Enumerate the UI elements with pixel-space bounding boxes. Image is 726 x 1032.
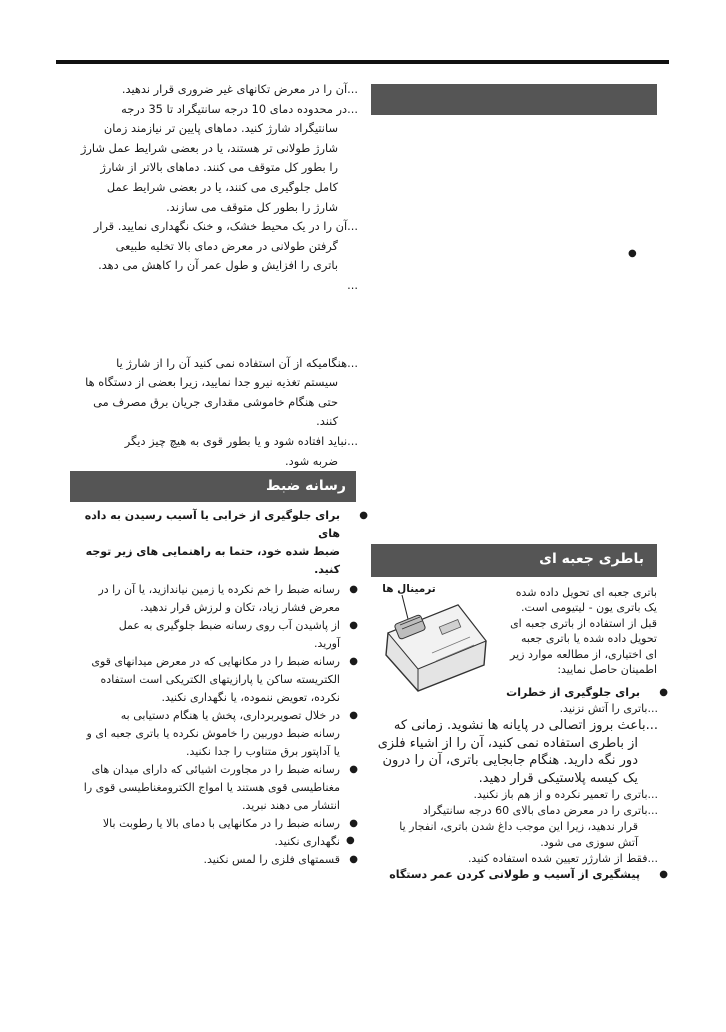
battery-care-item <box>68 100 358 218</box>
text-line: اطمینان حاصل نمایید: <box>557 663 657 677</box>
battery-care-item <box>68 217 358 276</box>
text-line: ای اختیاری، از مطالعه موارد زیر <box>510 647 657 661</box>
text-line: تحویل داده شده یا باتری جعبه <box>521 632 657 646</box>
text-line: یک باتری یون - لیتیومی است. <box>521 601 657 615</box>
text-line: قسمتهای فلزی را لمس نکنید. <box>203 853 340 866</box>
media-item <box>62 581 358 617</box>
media-item <box>62 653 358 707</box>
text-line: ...فقط از شارژر تعیین شده استفاده کنید. <box>467 852 658 865</box>
text-line: گرفتن طولانی در معرض دمای بالا تخلیه طبیعی <box>115 238 338 253</box>
text-line: رسانه ضبط دوربین را خاموش نکرده یا باتری جعبه ای و <box>86 727 340 740</box>
media-item <box>62 851 358 869</box>
media-item <box>62 815 358 851</box>
danger-item <box>366 851 658 867</box>
danger-item <box>366 787 658 803</box>
text-line: رسانه ضبط را خم نکرده یا زمین نیاندازید، یا آن را در <box>98 583 340 596</box>
text-line: حتی هنگام خاموشی مقداری جریان برق مصرف می <box>93 394 338 409</box>
text-line: رسانه ضبط را در مکانهایی با دمای بالا یا رطوبت بالا <box>102 817 340 830</box>
text-line: مغناطیسی قوی هستند یا امواج الکترومغناطیسی قوی را <box>83 781 340 794</box>
battery-care-item <box>68 354 358 432</box>
danger-item <box>366 803 658 851</box>
text-line: ...در محدوده دمای 10 درجه سانتیگراد تا 35 درجه <box>121 101 358 116</box>
text-line: رسانه ضبط را در مکانهایی که در معرض میدانهای قوی <box>91 655 340 668</box>
text-line: ضبط شده خود، حتما به راهنمایی های زیر توجه کنید. <box>85 545 340 576</box>
battery-title: باطری جعبه ای <box>539 551 644 567</box>
text-line: ...باعث بروز اتصالی در پایانه ها نشوید. زمانی که <box>393 718 658 733</box>
text-line: کامل جلوگیری می کنند، یا در بعضی شرایط عمل <box>106 179 338 194</box>
text-line: ... <box>347 277 358 292</box>
text-line: کنند. <box>316 414 338 429</box>
section-header-bar <box>371 84 657 115</box>
battery-care-list <box>68 80 358 471</box>
battery-pack-illustration <box>374 583 492 695</box>
text-line: ...باتری را در معرض دمای بالای 60 درجه سانتیگراد <box>422 804 658 817</box>
text-line: ...آن را در یک محیط خشک، و خنک نگهداری نمایید. قرار <box>93 219 358 234</box>
bullet-marker: ● <box>346 835 355 846</box>
battery-intro <box>494 585 657 677</box>
battery-care-item <box>68 80 358 100</box>
text-line: ...آن را در معرض تکانهای غیر ضروری قرار ندهید. <box>121 82 358 96</box>
longevity-heading: ● پیشگیری از آسیب و طولانی کردن عمر دستگاه <box>366 867 658 883</box>
media-item <box>62 707 358 761</box>
text-line: در خلال تصویربرداری، پخش یا هنگام دستیابی به <box>120 709 340 722</box>
text-line: یک کیسه پلاستیکی قرار دهید. <box>478 770 638 786</box>
text-line: یا آداپتور برق متناوب را جدا نکنید. <box>185 745 340 758</box>
text-line: از پاشیدن آب روی رسانه ضبط جلوگیری به عمل <box>118 619 340 632</box>
media-title: رسانه ضبط <box>266 478 346 494</box>
text-line: برای جلوگیری از خرابی یا آسیب رسیدن به داده های <box>84 509 340 540</box>
text-line: ...نباید افتاده شود و یا بطور قوی به هیچ چیز دیگر <box>124 433 358 448</box>
text-line: ...باتری را تعمیر نکرده و از هم باز نکنید. <box>473 788 658 801</box>
danger-item <box>366 717 658 787</box>
media-item <box>62 617 358 653</box>
text-line: نکرده، تعویض ننموده، یا نگهداری نکنید. <box>161 691 340 704</box>
text-line: ...هنگامیکه از آن استفاده نمی کنید آن را از شارژ یا <box>116 355 358 370</box>
text-line: سانتیگراد شارژ کنید. دماهای پایین تر نیازمند زمان <box>103 121 338 136</box>
battery-danger-block <box>366 685 658 883</box>
text-line: آورید. <box>313 637 340 650</box>
terminals-label: ترمینال ها <box>382 583 436 595</box>
text-line: نگهداری نکنید. <box>274 835 340 848</box>
text-line: سیستم تغذیه نیرو جدا نمایید، زیرا بعضی از دستگاه ها <box>85 375 338 390</box>
text-line: ضربه شود. <box>285 453 338 468</box>
text-line: قبل از استفاده از باتری جعبه ای <box>510 616 657 630</box>
text-line: ...باتری را آتش نزنید. <box>559 702 658 715</box>
text-line: شارژ طولانی تر هستند، یا در بعضی شرایط عمل شارژ <box>80 140 338 155</box>
text-line: شارژ را بطور کل متوقف می سازند. <box>166 199 338 214</box>
media-lead <box>62 507 358 579</box>
text-line: الکتریسته ساکن یا پارازیتهای الکتریکی است استفاده <box>100 673 340 686</box>
text-line: رسانه ضبط را در مجاورت اشیائی که دارای میدان های <box>91 763 340 776</box>
text-line: باتری جعبه ای تحویل داده شده <box>515 586 657 599</box>
danger-heading: ● برای جلوگیری از خطرات <box>366 685 658 701</box>
text-line: باتری را افزایش و طول عمر آن را کاهش می دهد. <box>98 258 338 273</box>
bullet-marker: ● <box>628 248 637 259</box>
top-rule <box>56 60 669 64</box>
text-line: از باطری استفاده نمی کنید، آن را از اشیاء فلزی <box>377 735 638 751</box>
text-line: را بطور کل متوقف می کنند. دماهای بالاتر از شارژ <box>100 160 338 175</box>
battery-care-item <box>68 432 358 471</box>
battery-care-item <box>68 276 358 296</box>
text-line: آتش سوزی می شود. <box>540 836 638 849</box>
media-item <box>62 761 358 815</box>
text-line: معرض فشار زیاد، تکان و لرزش قرار ندهید. <box>140 601 340 614</box>
text-line: انتشار می دهند نبرید. <box>241 799 340 812</box>
text-line: قرار ندهید، زیرا این موجب داغ شدن باتری، انفجار یا <box>399 820 638 833</box>
media-list <box>62 507 358 869</box>
text-line: دور نگه دارید. هنگام جابجایی باتری، آن را درون <box>382 753 638 768</box>
danger-item <box>366 701 658 717</box>
